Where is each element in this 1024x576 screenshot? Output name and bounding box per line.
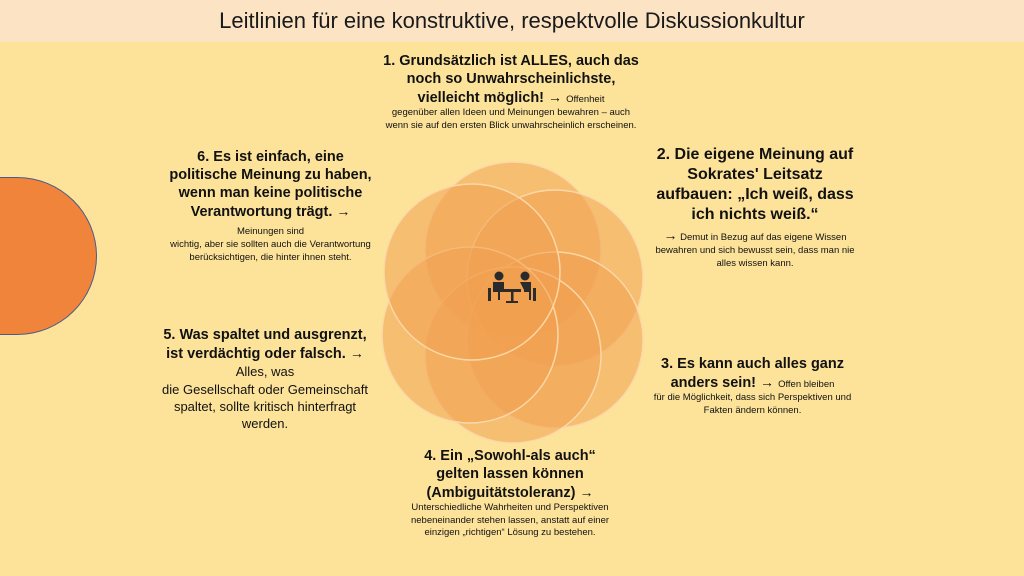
guideline-6-head: 6. Es ist einfach, eine politische Meinung zu haben, wenn man keine politische Verantwortung trägt. xyxy=(169,149,372,220)
guideline-1 xyxy=(380,52,642,132)
guideline-2-body: Wissen bewahren und sich bewusst sein, dass man nie alles wissen kann. xyxy=(655,232,855,269)
guideline-1-body-inline: Offenheit xyxy=(566,94,605,105)
arrow-right-icon: → xyxy=(760,374,775,390)
guideline-6 xyxy=(168,148,373,264)
guideline-3-head: 3. Es kann auch alles ganz anders sein! xyxy=(661,356,844,391)
guideline-5-head: 5. Was spaltet und ausgrenzt, ist verdächtig oder falsch. xyxy=(163,327,367,362)
guideline-3-body: für die Möglichkeit, dass sich Perspektiven und Fakten ändern können. xyxy=(653,392,852,416)
guideline-3 xyxy=(650,355,855,417)
arrow-right-icon: → xyxy=(349,345,364,361)
guideline-2-head: 2. Die eigene Meinung auf Sokrates' Leitsatz aufbauen: „Ich weiß, dass ich nichts weiß.“ xyxy=(656,146,854,223)
guideline-5-body-inline: Alles, was xyxy=(235,364,295,379)
guideline-1-head: 1. Grundsätzlich ist ALLES, auch das noch so Unwahrscheinlichste, vielleicht möglich! xyxy=(383,53,639,106)
arrow-right-icon: → xyxy=(336,203,351,219)
guideline-4 xyxy=(410,447,610,540)
guideline-1-body: gegenüber allen Ideen und Meinungen bewahren – auch wenn sie auf den ersten Blick unwahrscheinlich erscheinen. xyxy=(385,107,637,131)
page-title: Leitlinien für eine konstruktive, respektvolle Diskussionkultur xyxy=(0,0,1024,42)
guideline-4-body: Unterschiedliche Wahrheiten und Perspektiven nebeneinander stehen lassen, anstatt auf einer einzigen „richtigen“ Lösung zu bestehen. xyxy=(410,502,610,538)
arrow-right-icon: → xyxy=(663,227,678,243)
guideline-6-body: wichtig, aber sie sollten auch die Verantwortung berücksichtigen, die hinter ihnen steht. xyxy=(170,239,371,263)
guideline-3-body-inline: Offen bleiben xyxy=(778,379,835,390)
petal-circle-6 xyxy=(384,184,560,360)
guideline-4-head: 4. Ein „Sowohl-als auch“ gelten lassen können (Ambiguitätstoleranz) xyxy=(424,448,596,501)
guideline-6-body-inline: Meinungen sind xyxy=(236,226,305,237)
arrow-right-icon: → xyxy=(579,484,594,500)
guideline-5 xyxy=(160,326,370,432)
guideline-2-body-inline: Demut in Bezug auf das eigene xyxy=(680,232,813,243)
arrow-right-icon: → xyxy=(548,89,563,105)
guideline-2 xyxy=(655,145,855,270)
guideline-5-body: die Gesellschaft oder Gemeinschaft spaltet, sollte kritisch hinterfragt werden. xyxy=(162,382,368,431)
